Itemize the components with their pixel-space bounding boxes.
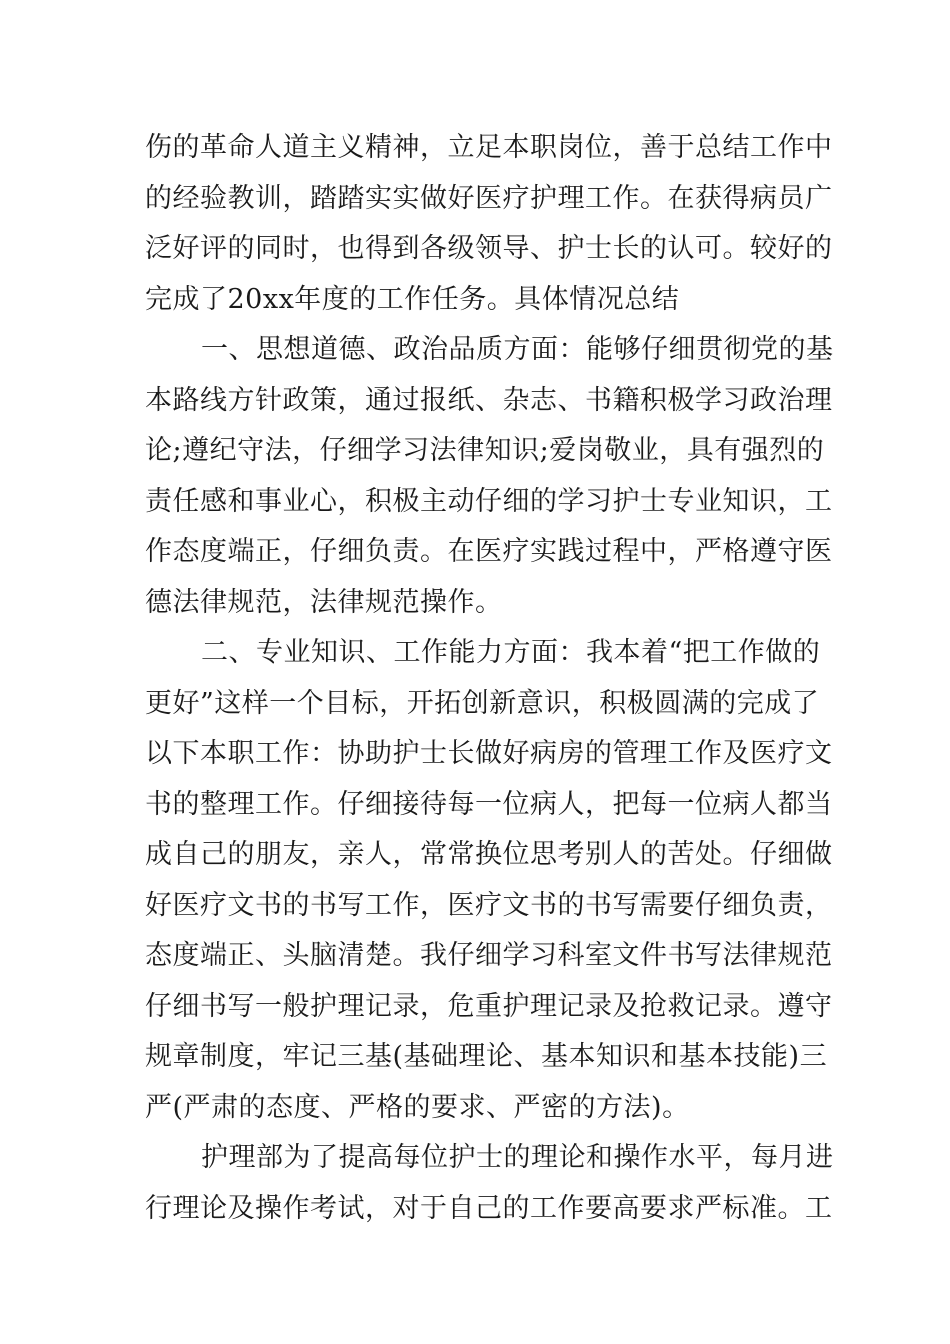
text-line: 以下本职工作：协助护士长做好病房的管理工作及医疗文 <box>145 738 833 769</box>
text-line: 作态度端正，仔细负责。在医疗实践过程中，严格遵守医 <box>145 536 833 567</box>
paragraph-start-line: 一、思想道德、政治品质方面：能够仔细贯彻党的基 <box>201 334 834 365</box>
text-line: 态度端正、头脑清楚。我仔细学习科室文件书写法律规范 <box>145 940 833 971</box>
text-line: 书的整理工作。仔细接待每一位病人，把每一位病人都当 <box>145 788 833 820</box>
text-line: 严(严肃的态度、严格的要求、严密的方法)。 <box>145 1091 690 1123</box>
text-line: 论;遵纪守法，仔细学习法律知识;爱岗敬业，具有强烈的 <box>145 435 825 466</box>
text-line: 伤的革命人道主义精神，立足本职岗位，善于总结工作中 <box>145 132 833 163</box>
text-line: 仔细书写一般护理记录，危重护理记录及抢救记录。遵守 <box>145 990 833 1022</box>
text-line: 行理论及操作考试，对于自己的工作要高要求严标准。工 <box>145 1192 833 1224</box>
text-line: 好医疗文书的书写工作，医疗文书的书写需要仔细负责， <box>145 889 833 921</box>
text-line: 德法律规范，法律规范操作。 <box>145 586 503 618</box>
text-line: 责任感和事业心，积极主动仔细的学习护士专业知识，工 <box>145 485 833 517</box>
text-line: 更好”这样一个目标，开拓创新意识，积极圆满的完成了 <box>145 687 820 719</box>
paragraph-start-line: 二、专业知识、工作能力方面：我本着“把工作做的 <box>201 637 821 668</box>
text-line: 完成了20xx年度的工作任务。具体情况总结 <box>145 283 680 315</box>
text-line: 泛好评的同时，也得到各级领导、护士长的认可。较好的 <box>145 233 833 264</box>
text-line: 本路线方针政策，通过报纸、杂志、书籍积极学习政治理 <box>145 384 833 416</box>
text-line: 规章制度，牢记三基(基础理论、基本知识和基本技能)三 <box>145 1041 828 1072</box>
text-line: 的经验教训，踏踏实实做好医疗护理工作。在获得病员广 <box>145 182 833 214</box>
text-line: 成自己的朋友，亲人，常常换位思考别人的苦处。仔细做 <box>145 839 833 870</box>
document-body <box>145 123 834 1234</box>
paragraph-start-line: 护理部为了提高每位护士的理论和操作水平，每月进 <box>201 1142 834 1173</box>
